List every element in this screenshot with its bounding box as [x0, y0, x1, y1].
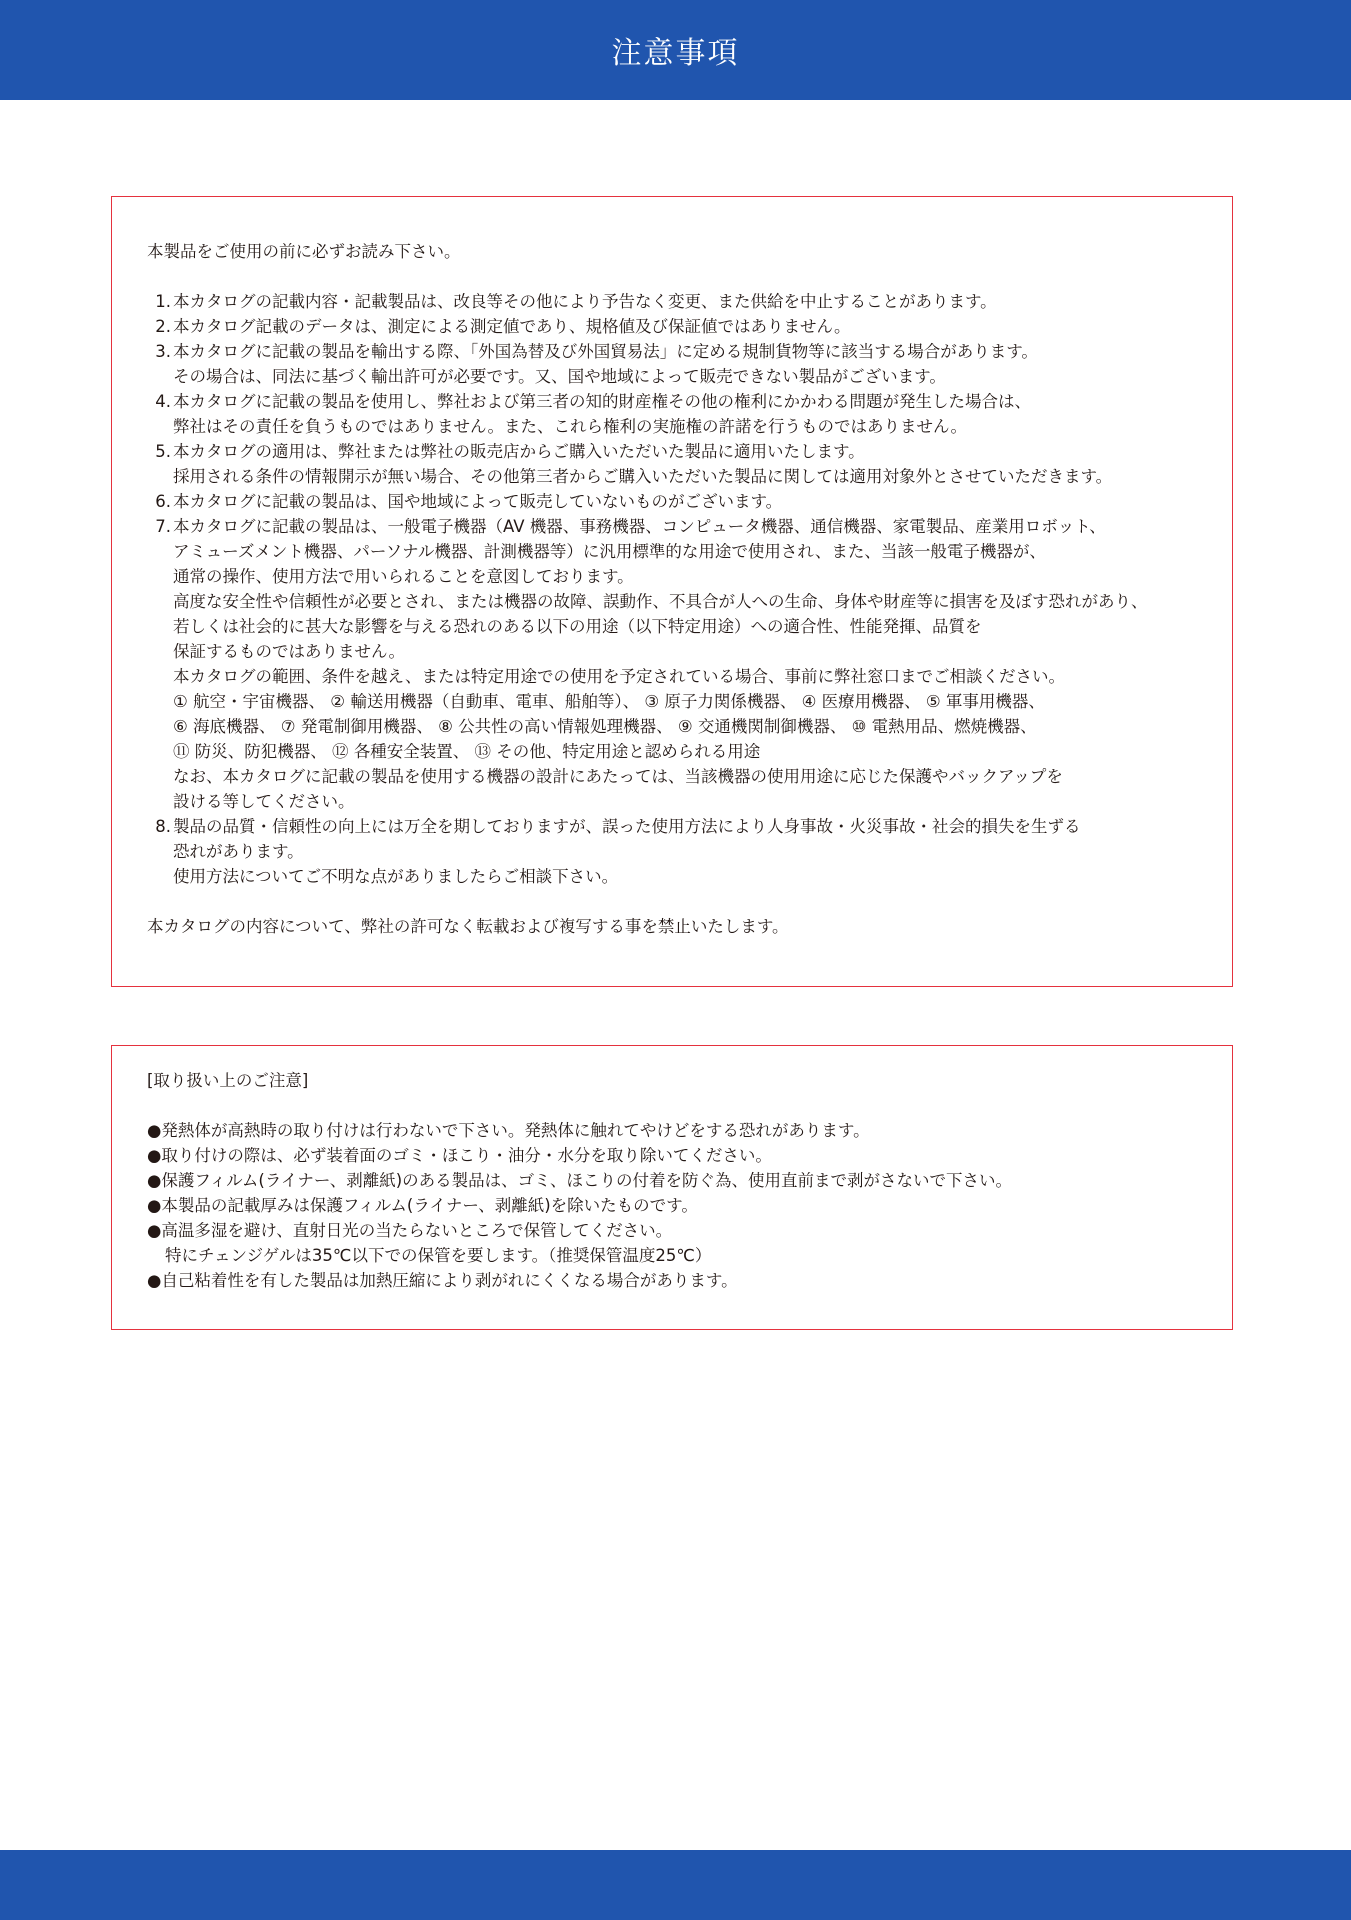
notice-item-continuation: 恐れがあります。 [173, 842, 304, 861]
spacer [147, 264, 1212, 289]
notice-item [147, 339, 1212, 389]
notice-item-number: 7. [155, 517, 171, 536]
notice-item-text: 本カタログの適用は、弊社または弊社の販売店からご購入いただいた製品に適用いたします。 [173, 442, 865, 461]
notice-item [147, 514, 1212, 814]
notice-item-number: 8. [155, 817, 171, 836]
notice-item-continuation: ① 航空・宇宙機器、 ② 輸送用機器（自動車、電車、船舶等）、 ③ 原子力関係機器、 ④ 医療用機器、 ⑤ 軍事用機器、 [173, 692, 1045, 711]
notice-item-continuation: 採用される条件の情報開示が無い場合、その他第三者からご購入いただいた製品に関しては適用対象外とさせていただきます。 [173, 467, 1113, 486]
handling-bullet-continuation: 特にチェンジゲルは35℃以下での保管を要します。（推奨保管温度25℃） [165, 1246, 712, 1265]
notice-item-text: 本カタログ記載のデータは、測定による測定値であり、規格値及び保証値ではありません。 [173, 317, 851, 336]
handling-bullet: ●自己粘着性を有した製品は加熱圧縮により剥がれにくくなる場合があります。 [147, 1271, 738, 1290]
notice-item-continuation: アミューズメント機器、パーソナル機器、計測機器等）に汎用標準的な用途で使用され、また、当該一般電子機器が、 [173, 542, 1046, 561]
notice-item-text: 製品の品質・信頼性の向上には万全を期しておりますが、誤った使用方法により人身事故・火災事故・社会的損失を生ずる [173, 817, 1081, 836]
notice-item-continuation: その場合は、同法に基づく輸出許可が必要です。又、国や地域によって販売できない製品がございます。 [173, 367, 946, 386]
header-bar [0, 0, 1351, 100]
handling-title: [取り扱い上のご注意] [147, 1071, 309, 1090]
handling-box [111, 1045, 1233, 1330]
notice-item-continuation: 弊社はその責任を負うものではありません。また、これら権利の実施権の許諾を行うものではありません。 [173, 417, 967, 436]
notice-item-row [147, 489, 1212, 514]
notice-item-continuation: なお、本カタログに記載の製品を使用する機器の設計にあたっては、当該機器の使用用途に応じた保護やバックアップを [173, 767, 1063, 786]
notice-item-text: 本カタログの記載内容・記載製品は、改良等その他により予告なく変更、また供給を中止することがあります。 [173, 292, 997, 311]
notice-item [147, 289, 1212, 314]
notice-item-text: 本カタログに記載の製品は、国や地域によって販売していないものがございます。 [173, 492, 783, 511]
notice-closing: 本カタログの内容について、弊社の許可なく転載および複写する事を禁止いたします。 [147, 917, 789, 936]
notice-item [147, 814, 1212, 889]
spacer [147, 889, 1212, 914]
notice-item-continuation: 若しくは社会的に甚大な影響を与える恐れのある以下の用途（以下特定用途）への適合性、性能発揮、品質を [173, 617, 982, 636]
notice-item-continuation: 通常の操作、使用方法で用いられることを意図しております。 [173, 567, 634, 586]
notice-item-continuation: ⑪ 防災、防犯機器、 ⑫ 各種安全装置、 ⑬ その他、特定用途と認められる用途 [173, 742, 761, 761]
notice-item-number: 3. [155, 342, 171, 361]
handling-list [147, 1118, 1212, 1293]
handling-bullet: ●取り付けの際は、必ず装着面のゴミ・ほこり・油分・水分を取り除いてください。 [147, 1146, 772, 1165]
notice-item-row [147, 814, 1212, 839]
handling-bullet: ●高温多湿を避け、直射日光の当たらないところで保管してください。 [147, 1221, 673, 1240]
notice-item-continuation: 高度な安全性や信頼性が必要とされ、または機器の故障、誤動作、不具合が人への生命、身体や財産等に損害を及ぼす恐れがあり、 [173, 592, 1148, 611]
notice-item-number: 6. [155, 492, 171, 511]
notice-item-number: 2. [155, 317, 171, 336]
notice-intro: 本製品をご使用の前に必ずお読み下さい。 [147, 242, 461, 261]
notice-item-row [147, 314, 1212, 339]
notice-item-row [147, 389, 1212, 414]
notice-item-text: 本カタログに記載の製品を使用し、弊社および第三者の知的財産権その他の権利にかかわる問題が発生した場合は、 [173, 392, 1031, 411]
notice-item-continuation: 設ける等してください。 [173, 792, 355, 811]
notice-item-row [147, 339, 1212, 364]
notice-item-row [147, 439, 1212, 464]
notice-item-text: 本カタログに記載の製品は、一般電子機器（AV 機器、事務機器、コンピュータ機器、通信機器、家電製品、産業用ロボット、 [173, 517, 1106, 536]
notice-item-number: 5. [155, 442, 171, 461]
notice-item-row [147, 289, 1212, 314]
notice-item-continuation: 使用方法についてご不明な点がありましたらご相談下さい。 [173, 867, 619, 886]
notice-item-row [147, 514, 1212, 539]
footer-bar [0, 1850, 1351, 1920]
notice-item-continuation: 本カタログの範囲、条件を越え、または特定用途での使用を予定されている場合、事前に弊社窓口までご相談ください。 [173, 667, 1065, 686]
notice-item [147, 489, 1212, 514]
notice-item [147, 314, 1212, 339]
page-title: 注意事項 [611, 36, 740, 71]
notice-item-continuation: ⑥ 海底機器、 ⑦ 発電制御用機器、 ⑧ 公共性の高い情報処理機器、 ⑨ 交通機関制御機器、 ⑩ 電熱用品、燃焼機器、 [173, 717, 1037, 736]
notice-item-number: 4. [155, 392, 171, 411]
notice-box [111, 196, 1233, 987]
handling-bullet: ●発熱体が高熱時の取り付けは行わないで下さい。発熱体に触れてやけどをする恐れがあります。 [147, 1121, 870, 1140]
notice-item-continuation: 保証するものではありません。 [173, 642, 405, 661]
notice-item [147, 439, 1212, 489]
handling-bullet: ●本製品の記載厚みは保護フィルム(ライナー、剥離紙)を除いたものです。 [147, 1196, 698, 1215]
notice-list [147, 289, 1212, 889]
handling-bullet: ●保護フィルム(ライナー、剥離紙)のある製品は、ゴミ、ほこりの付着を防ぐ為、使用直前まで剥がさないで下さい。 [147, 1171, 1012, 1190]
notice-item-text: 本カタログに記載の製品を輸出する際、「外国為替及び外国貿易法」に定める規制貨物等に該当する場合があります。 [173, 342, 1038, 361]
notice-item [147, 389, 1212, 439]
notice-item-number: 1. [155, 292, 171, 311]
spacer [147, 1093, 1212, 1118]
